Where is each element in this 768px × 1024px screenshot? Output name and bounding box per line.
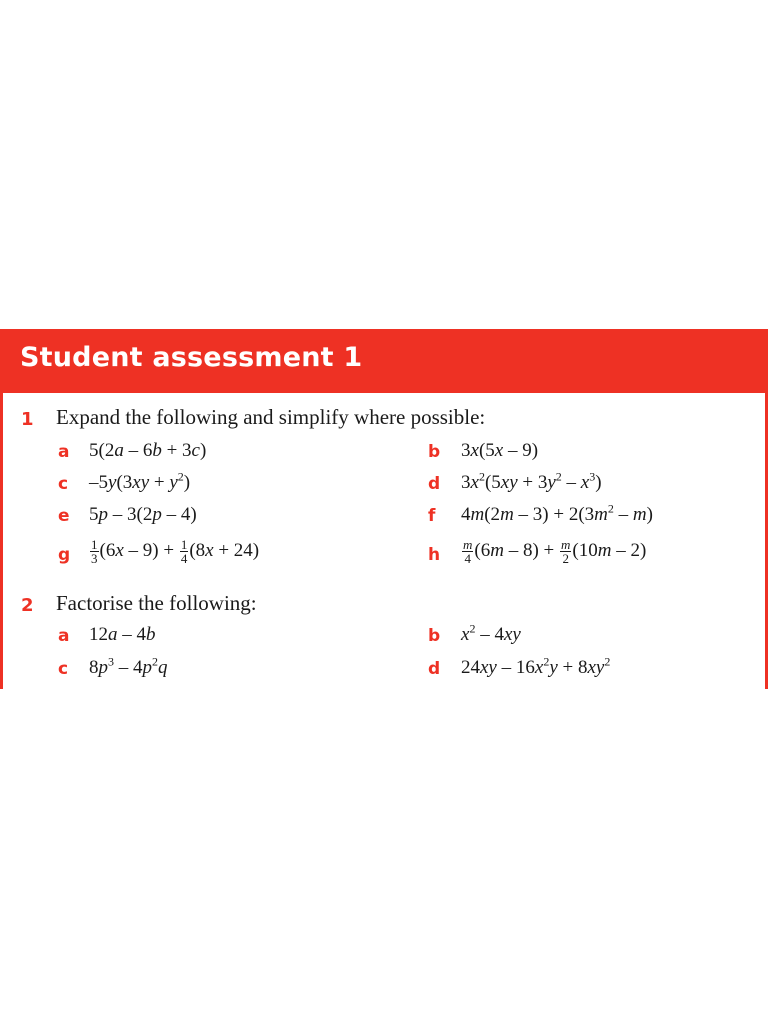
part-label: d bbox=[428, 659, 441, 679]
part-label: b bbox=[428, 442, 441, 462]
expression: $\frac{m}{4}$ (6m – 8) + $\frac{m}{2}$ (10m – 2) bbox=[463, 537, 647, 566]
part-label: h bbox=[428, 545, 441, 565]
question-number: 2 bbox=[21, 595, 34, 616]
assessment-title: Student assessment 1 bbox=[20, 342, 363, 373]
question-instruction: Factorise the following: bbox=[56, 591, 257, 615]
part-label: c bbox=[58, 474, 69, 494]
expression: 3x(5x – 9) bbox=[461, 440, 539, 461]
part-label: e bbox=[58, 506, 70, 526]
expression: $-5y(3xy + y^2)$ bbox=[89, 469, 191, 493]
part-label: d bbox=[428, 474, 441, 494]
question-number: 1 bbox=[21, 409, 34, 430]
expression: 12a – 4b bbox=[89, 624, 156, 645]
expression: $3x^2(5xy + 3y^2 - x^3)$ bbox=[461, 469, 602, 493]
part-label: a bbox=[58, 626, 70, 646]
part-label: f bbox=[428, 506, 436, 526]
expression: 5p – 3(2p – 4) bbox=[89, 504, 197, 525]
assessment-header bbox=[0, 329, 768, 393]
part-label: g bbox=[58, 545, 71, 565]
expression: $\frac{1}{3}$ (6x – 9) + $\frac{1}{4}$ (8x + 24) bbox=[91, 537, 260, 566]
expression: 5(2a – 6b + 3c) bbox=[89, 440, 207, 461]
part-label: b bbox=[428, 626, 441, 646]
expression: $x^2 - 4xy$ bbox=[461, 621, 521, 645]
part-label: a bbox=[58, 442, 70, 462]
expression: $4m(2m - 3) + 2(3m^2 - m)$ bbox=[461, 501, 653, 525]
expression: $24xy - 16x^2y + 8xy^2$ bbox=[461, 654, 611, 678]
part-label: c bbox=[58, 659, 69, 679]
question-instruction: Expand the following and simplify where possible: bbox=[56, 405, 486, 429]
expression: $8p^3 - 4p^2q$ bbox=[89, 654, 168, 678]
